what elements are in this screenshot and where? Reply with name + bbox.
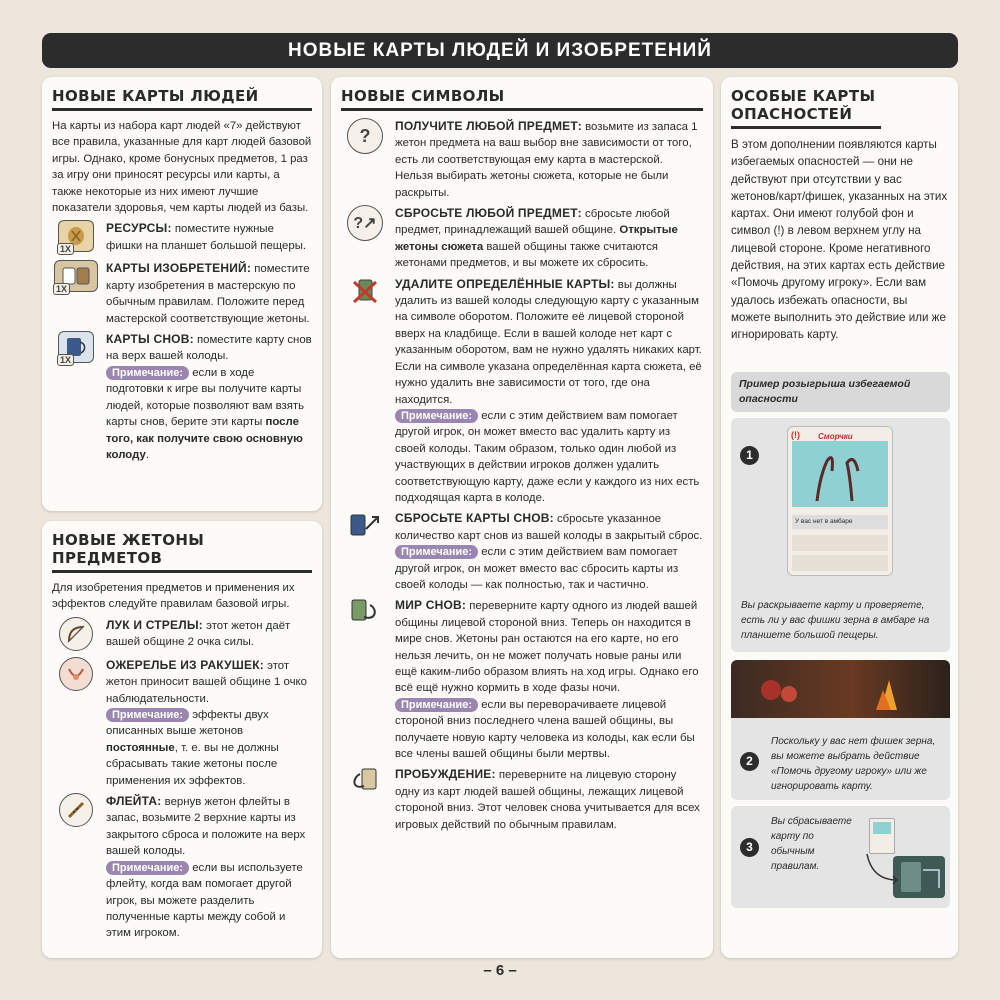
dream-world-icon: [348, 597, 382, 627]
necklace-entry: [52, 657, 312, 789]
flute-icon: [59, 793, 93, 827]
remove-cards-keyword: УДАЛИТЕ ОПРЕДЕЛЁННЫЕ КАРТЫ:: [395, 276, 615, 291]
dream-cards-text: поместите карту снов на верх вашей колоды.: [106, 334, 312, 363]
dream-cards-keyword: КАРТЫ СНОВ:: [106, 332, 194, 347]
dream-card-icon: [58, 331, 94, 366]
dream-world-note: если вы переворачиваете лицевой стороной вниз последнего члена вашей общины, вы получаете новую карту человека из колоды, как если бы все члены вашей общины были мертвы.: [395, 698, 695, 761]
flute-text: вернув жетон флейты в запас, возьмите 2 верхние карты из закрытого сброса и положите на верх вашей колоды.: [106, 796, 306, 858]
flute-entry: [52, 793, 312, 942]
people-heading: НОВЫЕ КАРТЫ ЛЮДЕЙ: [52, 87, 312, 111]
necklace-keyword: ОЖЕРЕЛЬЕ ИЗ РАКУШЕК:: [106, 657, 264, 672]
discard-dreams-note: если с этим действием вам помогает другой игрок, он может вместо вас сбросить карты из своей колоды — как полностью, так и частично.: [395, 546, 679, 591]
necklace-note-end: , т. е. вы не должны сбрасывать такие жетоны после применения их эффектов.: [106, 741, 279, 787]
example-step-3: [731, 806, 950, 908]
dream-cards-entry: [52, 331, 312, 463]
dream-world-entry: [341, 597, 703, 762]
awakening-keyword: ПРОБУЖДЕНИЕ:: [395, 767, 496, 782]
dangers-text: В этом дополнении появляются карты избегаемых опасностей — они не действуют при отсутствии у вас жетонов/карт/фишек, указанных на этих картах. Они имеют голубой фон и символ (!) в левом верхнем углу на лицевой стороне. Кроме негативного действия, на этих картах есть действие «Помочь другому игроку». Если вам удалось избежать опасности, вы можете выполнить это действие или же игнорировать карту.: [731, 138, 948, 342]
new-symbols-panel: [331, 77, 713, 958]
necklace-note: эффекты двух описанных выше жетонов: [106, 709, 269, 738]
people-cards-panel: [42, 77, 322, 511]
dream-cards-note-bold: после того, как получите свою основную колоду: [106, 416, 303, 461]
discard-item-keyword: СБРОСЬТЕ ЛЮБОЙ ПРЕДМЕТ:: [395, 206, 582, 221]
page-title: НОВЫЕ КАРТЫ ЛЮДЕЙ И ИЗОБРЕТЕНИЙ: [42, 33, 958, 68]
dream-cards-note: если в ходе подготовки к игре вы получите карты людей, которые позволяют вам взять карты снов, берите эти карты: [106, 366, 305, 429]
flute-keyword: ФЛЕЙТА:: [106, 794, 162, 809]
necklace-text: этот жетон приносит вашей общине 1 очко наблюдательности.: [106, 659, 307, 705]
necklace-note-bold: постоянные: [106, 741, 175, 754]
item-tokens-panel: [42, 521, 322, 958]
quantity-badge: 1X: [57, 354, 74, 366]
step-number: 1: [740, 446, 759, 465]
bow-keyword: ЛУК И СТРЕЛЫ:: [106, 617, 203, 632]
danger-card-image: [787, 426, 893, 576]
bow-entry: [52, 617, 312, 653]
resources-keyword: РЕСУРСЫ:: [106, 221, 172, 236]
discard-item-entry: [341, 205, 703, 272]
example-step-2: [731, 660, 950, 800]
step-number: 3: [740, 838, 759, 857]
danger-card-help-action: [792, 555, 888, 571]
awakening-icon: [348, 766, 382, 796]
invention-card-icon: [54, 260, 98, 295]
awakening-text: переверните на лицевую сторону одну из карт людей вашей общины, лежащих лицевой стороной вниз. Этот человек снова учитывается для всех игровых действий по обычным правилам.: [395, 769, 700, 831]
step-1-text: Вы раскрываете карту и проверяете, есть ли у вас фишки зерна в амбаре на планшете большой пещеры.: [741, 600, 930, 641]
cave-scene-image: [731, 660, 950, 718]
discard-item-text: сбросьте любой предмет, принадлежащий вашей общине.: [395, 208, 670, 237]
discard-dreams-entry: [341, 510, 703, 593]
discarded-card-image: [869, 818, 895, 854]
remove-card-icon: [348, 276, 382, 306]
question-mark-icon: ?: [347, 118, 383, 154]
dream-world-text: переверните карту одного из людей вашей общины лицевой стороной вниз. Теперь он находится в мире снов. Жетоны ран остаются на его карте, но его нельзя лечить, он не может получать новые раны или ещё каким-либо образом влиять на ход игры. Однако его всё ещё нужно кормить в ходе фазы ночи.: [395, 600, 699, 695]
dangers-heading: ОСОБЫЕ КАРТЫ ОПАСНОСТЕЙ: [731, 87, 881, 129]
inventions-entry: [52, 260, 312, 327]
step-3-text: Вы сбрасываете карту по обычным правилам.: [771, 816, 852, 872]
danger-warning-icon: (!): [791, 430, 800, 440]
inventions-keyword: КАРТЫ ИЗОБРЕТЕНИЙ:: [106, 261, 252, 276]
discard-item-icon: ?↗: [347, 205, 383, 241]
flute-note: если вы используете флейту, когда вам помогает другой игрок, вы можете разделить полученные карты между собой и этим игроком.: [106, 861, 303, 940]
discard-dreams-keyword: СБРОСЬТЕ КАРТЫ СНОВ:: [395, 511, 554, 526]
resources-entry: [52, 220, 312, 256]
bow-and-arrows-icon: [59, 617, 93, 651]
discard-arrow-icon: [849, 850, 909, 890]
note-label: Примечание:: [106, 861, 189, 875]
remove-cards-entry: [341, 276, 703, 507]
note-label: Примечание:: [395, 545, 478, 559]
example-step-1: [731, 418, 950, 652]
step-2-text: Поскольку у вас нет фишек зерна, вы можете выбрать действие «Помочь другому игроку» или же игнорировать карту.: [771, 736, 936, 792]
note-label: Примечание:: [395, 409, 478, 423]
danger-card-art: [792, 441, 888, 507]
symbols-heading: НОВЫЕ СИМВОЛЫ: [341, 87, 703, 111]
discard-item-bold: Открытые жетоны сюжета: [395, 224, 678, 253]
danger-card-title: Сморчки: [818, 432, 853, 441]
dream-cards-note-end: .: [145, 448, 149, 461]
danger-card-effects: [792, 535, 888, 551]
quantity-badge: 1X: [53, 283, 70, 295]
discard-dream-card-icon: [348, 510, 382, 540]
shell-necklace-icon: [59, 657, 93, 691]
inventions-text: поместите карту изобретения в мастерскую по обычным правилам. Положите перед мастерской соответствующие жетоны.: [106, 263, 310, 325]
example-title: Пример розыгрыша избегаемой опасности: [731, 372, 950, 412]
any-item-entry: [341, 118, 703, 201]
awakening-entry: [341, 766, 703, 833]
any-item-keyword: ПОЛУЧИТЕ ЛЮБОЙ ПРЕДМЕТ:: [395, 119, 582, 133]
discard-dreams-text: сбросьте указанное количество карт снов из вашей колоды в закрытый сброс.: [395, 513, 703, 542]
note-label: Примечание:: [395, 698, 478, 712]
bow-text: этот жетон даёт вашей общине 2 очка силы.: [106, 619, 291, 649]
page-number: – 6 –: [483, 962, 517, 979]
danger-card-line: У вас нет в амбаре: [792, 515, 888, 529]
note-label: Примечание:: [106, 366, 189, 380]
step-number: 2: [740, 752, 759, 771]
quantity-badge: 1X: [57, 243, 74, 255]
resources-text: поместите нужные фишки на планшет большой пещеры.: [106, 223, 307, 252]
note-label: Примечание:: [106, 708, 189, 722]
people-intro: На карты из набора карт людей «7» действуют все правила, указанные для карт людей базовой игры. Однако, кроме бонусных предметов, 1 раз за игру они приносят ресурсы или карты, а также некоторые из них имеют лучшие показатели здоровья, чем карты людей из базы.: [52, 120, 312, 215]
resource-icon: [58, 220, 94, 255]
tokens-heading: НОВЫЕ ЖЕТОНЫ ПРЕДМЕТОВ: [52, 531, 312, 573]
any-item-text: возьмите из запаса 1 жетон предмета на ваш выбор вне зависимости от того, есть ли соответствующая ему карта в мастерской. Нельзя выбирать жетоны сюжета, которые не были раскрыты.: [395, 121, 698, 199]
tokens-intro: Для изобретения предметов и применения их эффектов следуйте правилам базовой игры.: [52, 582, 295, 611]
dream-world-keyword: МИР СНОВ:: [395, 598, 467, 613]
remove-cards-note: если с этим действием вам помогает другой игрок, он может вместо вас удалить карту из своей колоды. Таким образом, только один любой из участвующих в действии игроков должен удалить соответствующую карту, даже если у каждого из них есть подходящая карта в колоде.: [395, 409, 700, 504]
discard-item-end: вашей общины также считаются жетонами предметов, и вы можете их сбросить.: [395, 240, 658, 270]
remove-cards-text: вы должны удалить из вашей колоды следующую карту с указанным на символе оборотом. Положите её лицевой стороной вверх на кладбище. Если в вашей колоде нет карт с указанным оборотом, вам не нужно удалять никаких карт. Если на символе указана определённая карта сюжета, её нужно удалить вне зависимости от того, где она находится.: [395, 278, 702, 406]
